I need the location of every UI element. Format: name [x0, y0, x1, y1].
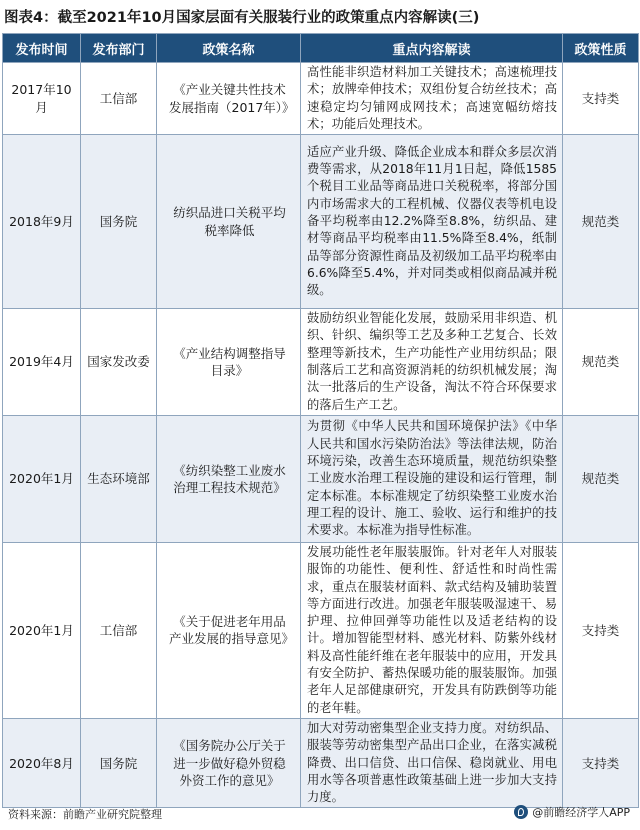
- table-row: [3, 415, 639, 542]
- cell-nature: 支持类: [563, 63, 639, 135]
- cell-nature: 规范类: [563, 135, 639, 309]
- cell-dept: 工信部: [81, 63, 157, 135]
- table-row: [3, 63, 639, 135]
- cell-content: 发展功能性老年服装服饰。针对老年人对服装服饰的功能性、便利性、舒适性和时尚性需求，重点在服装材面料、款式结构及辅助装置等方面进行改进。加强老年服装吸湿速干、易护理、拉伸回弹等功能性以及适老结构的设计。增加智能型材料、感光材料、防紫外线材料及高性能纤维在老年服装中的应用，开发具有安全防护、蓄热保暖功能的服装服饰。加强老年人足部健康研究，开发具有防跌倒等功能的老年鞋。: [301, 542, 563, 718]
- source-note: 资料来源：前瞻产业研究院整理: [8, 808, 162, 821]
- table-row: [3, 542, 639, 718]
- table-row: [3, 718, 639, 807]
- cell-nature: 支持类: [563, 718, 639, 807]
- cell-content: 高性能非织造材料加工关键技术；高速梳理技术；放牌牵伸技术；双组份复合纺丝技术；高速稳定均匀铺网成网技术；高速宽幅纺熔技术；功能后处理技术。: [301, 63, 563, 135]
- brand-logo-icon: [514, 805, 528, 819]
- cell-name: 纺织品进口关税平均税率降低: [157, 135, 301, 309]
- cell-content: 适应产业升级、降低企业成本和群众多层次消费等需求，从2018年11月1日起，降低1585个税目工业品等商品进口关税税率，将部分国内市场需求大的工程机械、仪器仪表等机电设备平均税率由12.2%降至8.8%，纺织品、建材等商品平均税率由11.5%降至8.4%，纸制品等部分资源性商品及初级加工品平均税率由6.6%降至5.4%，并对同类或相似商品减并税级。: [301, 135, 563, 309]
- cell-date: 2019年4月: [3, 309, 81, 416]
- figure-title: 图表4：截至2021年10月国家层面有关服装行业的政策重点内容解读(三): [4, 10, 480, 26]
- cell-nature: 规范类: [563, 309, 639, 416]
- cell-date: 2018年9月: [3, 135, 81, 309]
- cell-dept: 国家发改委: [81, 309, 157, 416]
- header-content: 重点内容解读: [301, 34, 563, 63]
- cell-date: 2020年8月: [3, 718, 81, 807]
- cell-date: 2020年1月: [3, 542, 81, 718]
- cell-date: 2017年10月: [3, 63, 81, 135]
- cell-nature: 规范类: [563, 415, 639, 542]
- header-name: 政策名称: [157, 34, 301, 63]
- cell-content: 为贯彻《中华人民共和国环境保护法》《中华人民共和国水污染防治法》等法律法规，防治环境污染，改善生态环境质量，规范纺织染整工业废水治理工程设施的建设和运行管理，制定本标准。本标准规定了纺织染整工业废水治理工程的设计、施工、验收、运行和维护的技术要求。本标准为指导性标准。: [301, 415, 563, 542]
- header-date: 发布时间: [3, 34, 81, 63]
- cell-name: 《纺织染整工业废水治理工程技术规范》: [157, 415, 301, 542]
- cell-dept: 工信部: [81, 542, 157, 718]
- table-row: [3, 135, 639, 309]
- cell-date: 2020年1月: [3, 415, 81, 542]
- brand-text: @前瞻经济学人APP: [532, 806, 630, 819]
- table-header-row: [3, 34, 639, 63]
- cell-dept: 国务院: [81, 718, 157, 807]
- cell-dept: 国务院: [81, 135, 157, 309]
- cell-name: 《关于促进老年用品产业发展的指导意见》: [157, 542, 301, 718]
- cell-content: 加大对劳动密集型企业支持力度。对纺织品、服装等劳动密集型产品出口企业，在落实减税降费、出口信贷、出口信保、稳岗就业、用电用水等各项普惠性政策基础上进一步加大支持力度。: [301, 718, 563, 807]
- policy-table: [2, 33, 639, 808]
- cell-name: 《产业关键共性技术发展指南（2017年）》: [157, 63, 301, 135]
- cell-dept: 生态环境部: [81, 415, 157, 542]
- table-row: [3, 309, 639, 416]
- cell-nature: 支持类: [563, 542, 639, 718]
- cell-name: 《产业结构调整指导目录》: [157, 309, 301, 416]
- brand-footer: [514, 804, 630, 820]
- cell-content: 鼓励纺织业智能化发展，鼓励采用非织造、机织、针织、编织等工艺及多种工艺复合、长效整理等新技术，生产功能性产业用纺织品；限制落后工艺和高资源消耗的纺织机械发展；淘汰一批落后的生产设备，淘汰不符合环保要求的落后生产工艺。: [301, 309, 563, 416]
- cell-name: 《国务院办公厅关于进一步做好稳外贸稳外资工作的意见》: [157, 718, 301, 807]
- header-nature: 政策性质: [563, 34, 639, 63]
- header-dept: 发布部门: [81, 34, 157, 63]
